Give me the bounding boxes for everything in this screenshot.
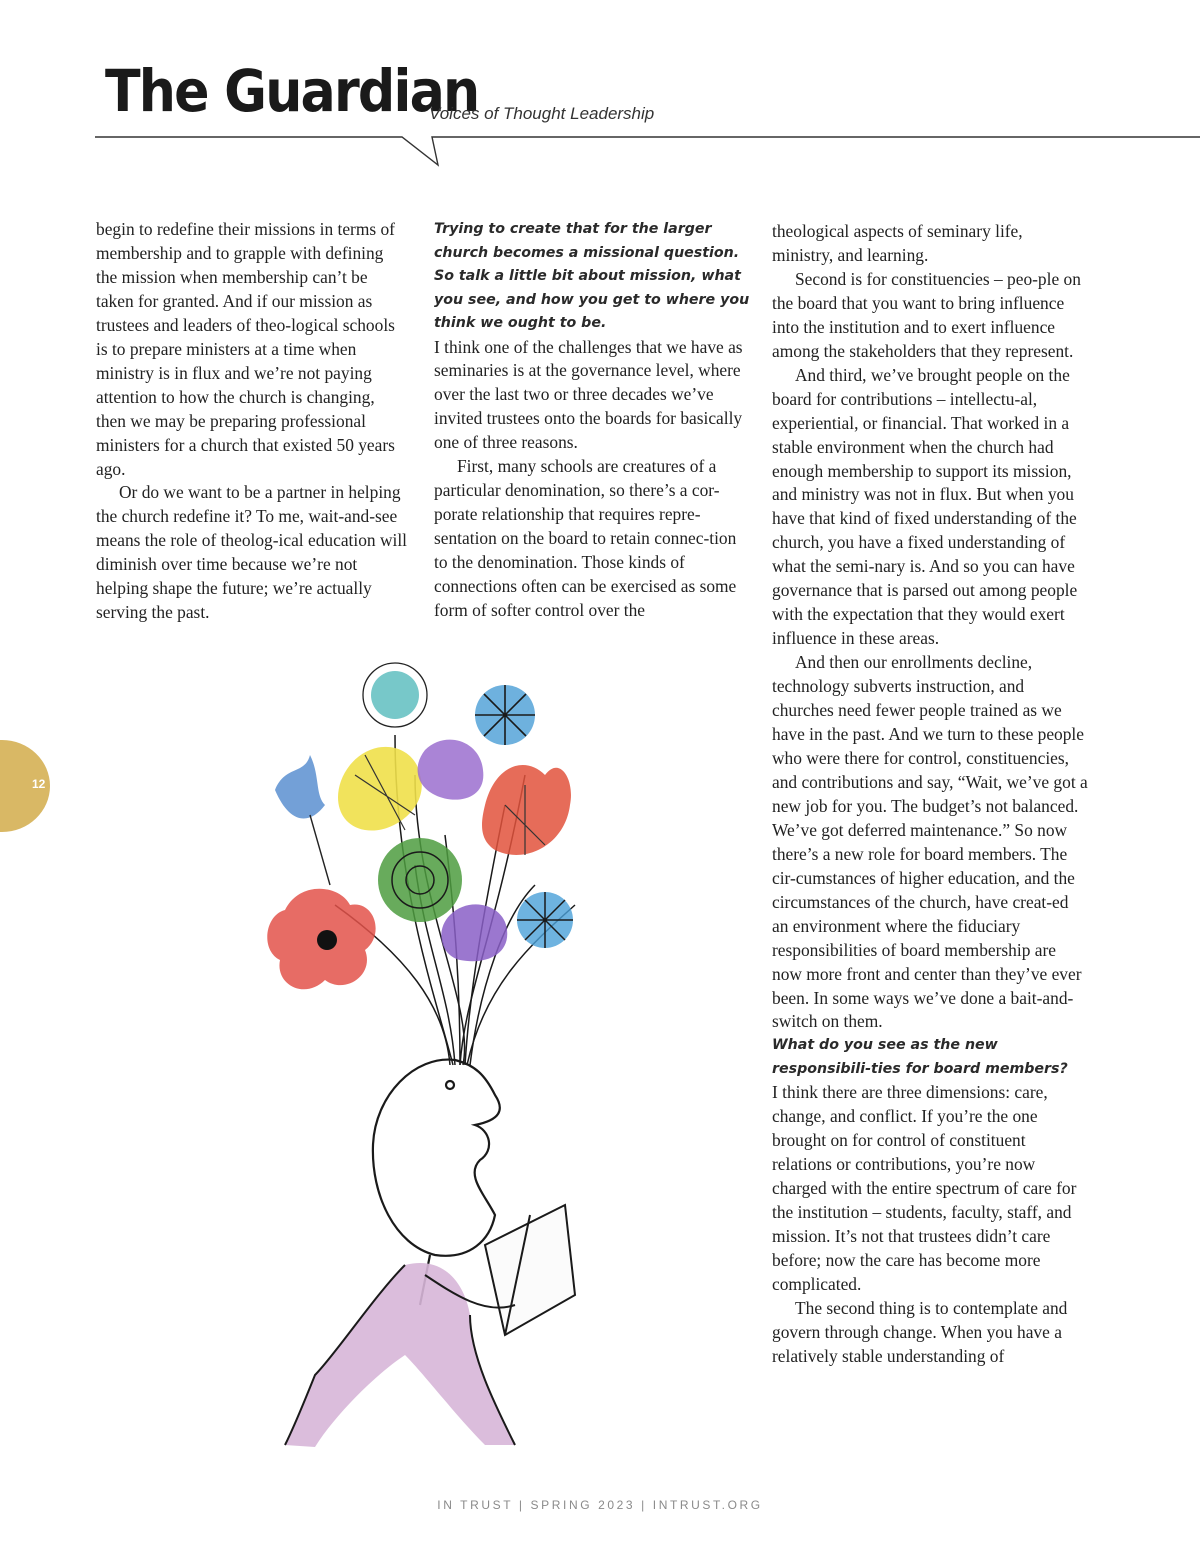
paragraph: begin to redefine their missions in terms of membership and to grapple with defining the mission when membership can’t be taken for granted. And if our mission as trustees and leaders of theo-logical schools is to prepare ministers at a time when ministry is in flux and we’re not paying attention to how the church is changing, then we may be preparing professional ministers for a church that existed 50 years ago. [96,219,395,479]
flower-blue-bottom [517,892,573,948]
column-3 [772,218,1088,1369]
page-number: 12 [32,777,46,791]
flower-red-large [267,889,375,990]
masthead-title: The Guardian [105,57,479,125]
paragraph: First, many schools are creatures of a particular denomination, so there’s a cor-porate relationship that requires repre-sentation on the board to retain connec-tion to the denomination. Those kinds of connections often can be exercised as some form of softer control over the [434,456,737,620]
paragraph: Or do we want to be a partner in helping the church redefine it? To me, wait-and-see means the role of theolog-ical education will diminish over time because we’re not helping shape the future; we’re actually serving the past. [96,482,407,623]
open-book [485,1205,575,1335]
illustration-man-with-flowers [255,655,735,1465]
interview-question: Trying to create that for the larger church becomes a missional question. So talk a little bit about mission, what you see, and how you get to where you think we ought to be. [434,221,750,331]
man-body [285,1263,515,1447]
paragraph: Second is for constituencies – peo-ple on the board that you want to bring influence into the institution and to exert influence among the stakeholders that they represent. [772,268,1081,361]
paragraph: I think one of the challenges that we have as seminaries is at the governance level, where over the last two or three decades we’ve invited trustees onto the boards for basically one of three reasons. [434,336,743,453]
paragraph: And third, we’ve brought people on the board for contributions – intellectu-al, experiential, or financial. That worked in a stable environment when the church had enough membership to support its mission, and ministry was not in flux. But when you have that kind of fixed understanding of the church, you have a fixed understanding of what the semi-nary is. And so you can have governance that is parsed out among people with the expectation that they would exert influence in these areas. [772,364,1078,649]
flower-blue-star [475,685,535,745]
flower-blue-tulip [275,755,330,885]
flower-purple-top [418,740,484,800]
paragraph: I think there are three dimensions: care, change, and conflict. If you’re the one brought on for control of constituent relations or contributions, you’re now charged with the entire spectrum of care for the institution – students, faculty, staff, and mission. It’s not that trustees didn’t care before; now the care has become more complicated. [772,1082,1077,1295]
flower-green-spiral [378,838,462,922]
masthead [0,0,1200,170]
paragraph: And then our enrollments decline, technology subverts instruction, and churches need fewer people trained as we have in the past. And we turn to these people who were there for control, constituencies, and contributions and say, “Wait, we’ve got a new job for you. The budget’s not balanced. We’ve got deferred maintenance.” So now there’s a new role for board members. The cir-cumstances of higher education, and the circumstances of the church, have creat-ed an environment where the fiduciary responsibilities of board membership are now more front and center than they’ve ever been. In some ways we’ve done a bait-and-switch on them. [772,652,1088,1032]
flower-purple-bottom [441,904,507,961]
masthead-rule [0,0,1200,170]
paragraph: The second thing is to contemplate and govern through change. When you have a relatively stable understanding of [772,1297,1068,1366]
column-1 [96,218,408,625]
column-2 [434,218,750,623]
flower-cyan [363,663,427,727]
paragraph: theological aspects of seminary life, ministry, and learning. [772,221,1023,265]
page-footer: IN TRUST | SPRING 2023 | INTRUST.ORG [437,1498,763,1512]
flower-red-tulip [482,765,571,855]
masthead-subtitle: Voices of Thought Leadership [429,104,655,123]
flower-yellow [338,747,422,831]
interview-question: What do you see as the new responsibili-ties for board members? [772,1037,1068,1077]
